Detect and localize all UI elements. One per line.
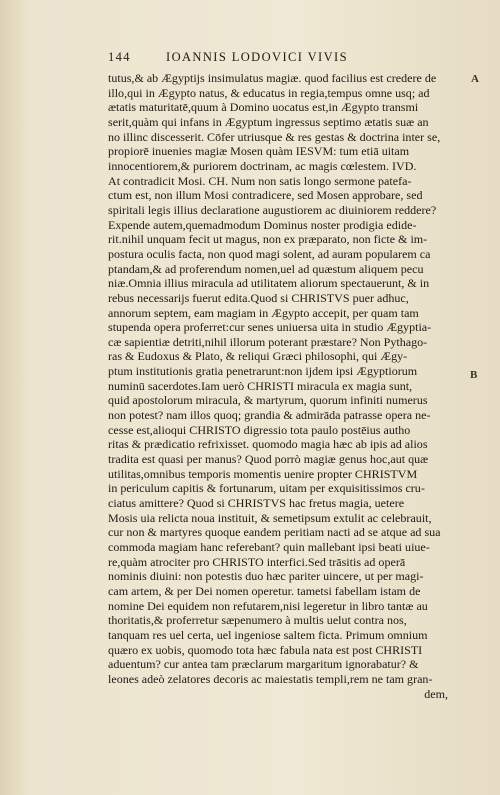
text-line: cesse est,alioqui CHRISTO digressio tota paulo postēius autho [108, 422, 411, 437]
text-line: tradita est quasi per manus? Quod porrò magiæ genus hoc,aut quæ [108, 452, 429, 467]
text-line: ras & Eudoxus & Plato, & reliqui Græci philosophi, qui Ægy- [108, 349, 408, 364]
text-line: leones adeò zelatores decoris ac maiestatis templi,rem ne tam gran- [108, 671, 433, 686]
text-line: nomine Dei equidem non refutarem,nisi legeretur in libro tantæ au [108, 598, 428, 613]
text-line: in periculum capitis & fortunarum, uitam per exquisitissimos cru- [108, 481, 425, 496]
text-line: ptandam,& ad proferendum nomen,uel ad quæstum aliquem pecu [108, 261, 424, 276]
text-line: postura oculis facta, non quod magi solent, ad auram popularem ca [108, 246, 431, 261]
text-line: ritas & prædicatio refrixisset. quomodo magia hæc ab ipis ad alios [108, 437, 428, 452]
text-line: no illinc discesserit. Cōfer utriusque & res gestas & doctrina inter se, [108, 129, 441, 144]
text-line: ætatis maturitatē,quum à Domino uocatus est,in Ægypto transmi [108, 100, 419, 115]
text-line: serit,quàm qui infans in Ægyptum ingressus septimo ætatis suæ an [108, 114, 429, 129]
text-line: tutus,& ab Ægyptijs insimulatus magiæ. quod facilius est credere de [108, 71, 437, 85]
text-line: re,quàm atrociter pro CHRISTO interfici.Sed trāsitis ad operā [108, 554, 406, 569]
text-line: nominis diuini: non potestis duo hæc pariter uincere, ut per magi- [108, 569, 424, 584]
text-line: tanquam res uel certa, uel ingeniose saltem ficta. Primum omnium [108, 627, 428, 642]
text-line: innocentiorem,& puriorem doctrinam, ac magis cœlestem. IVD. [108, 158, 417, 173]
text-line: spiritali legis illius declaratione augustiorem ac diuiniorem reddere? [108, 202, 437, 217]
body-text [108, 71, 454, 701]
text-line: aduentum? cur antea tam præclarum margaritum ignorabatur? & [108, 657, 419, 672]
text-line: ctum est, non illum Mosi contradicere, sed Mosen approbare, sed [108, 188, 423, 203]
text-line: niæ.Omnia illius miracula ad utilitatem aliorum spectauerunt, & in [108, 276, 430, 291]
text-line: At contradicit Mosi. CH. Num non satis longo sermone patefa- [108, 173, 412, 188]
text-line: cam artem, & per Dei nomen operetur. tametsi fabellam istam de [108, 583, 421, 598]
text-line: Mosis uia relicta noua instituit, & semetipsum extulit ac celebrauit, [108, 510, 432, 525]
margin-note-b: B [470, 369, 478, 381]
text-line: Expende autem,quemadmodum Dominus noster prodigia edide- [108, 217, 417, 232]
text-line: thoritatis,& proferretur sæpenumero à multis uelut contra nos, [108, 613, 407, 628]
text-line: dem, [424, 686, 448, 701]
text-line: quæro ex uobis, quomodo tota hæc fabula nata est post CHRISTI [108, 642, 423, 657]
running-title: IOANNIS LODOVICI VIVIS [166, 50, 348, 64]
text-line: illo,qui in Ægypto natus, & educatus in regia,tempus omne usq; ad [108, 85, 430, 100]
text-line: ciatus amittere? Quod si CHRISTVS hac fretus magia, uetere [108, 496, 405, 511]
text-line: cur non & martyres quoque eandem peritiam nacti ad se atque ad sua [108, 525, 441, 540]
text-line: stupenda opera proferret:cur senes uniuersa uita in studio Ægyptia- [108, 320, 432, 335]
text-line: propiorē inuenies magiæ Mosen quàm IESVM: tum etiā uitam [108, 144, 410, 159]
text-line: quid apostolorum miracula, & martyrum, quorum infiniti numerus [108, 393, 428, 408]
text-line: rit.nihil unquam fecit ut magus, non ex præparato, non ficte & im- [108, 232, 428, 247]
text-line: numinū sacerdotes.Iam uerò CHRISTI miracula ex magia sunt, [108, 378, 413, 393]
text-line: cæ sapientiæ detriti,nihil illorum poterant præstare? Non Pythago- [108, 334, 428, 349]
text-line: rebus necessarijs fuerut edita.Quod si CHRISTVS puer adhuc, [108, 290, 409, 305]
page-number: 144 [108, 50, 131, 64]
text-line: ptum institutionis gratia penetrarunt:non ijdem ipsi Ægyptiorum [108, 364, 418, 379]
text-line: utilitas,omnibus temporis momentis uenire propter CHRISTVM [108, 466, 418, 481]
text-line: commoda magiam hanc referebant? quin mallebant ipsi beati uiue- [108, 540, 430, 554]
text-line: non potest? nam illos quoq; grandia & admirāda patrasse opera ne- [108, 408, 431, 423]
margin-note-a: A [471, 73, 479, 85]
text-line: annorum septem, eam magiam in Ægypto accepit, per quam tam [108, 305, 419, 320]
